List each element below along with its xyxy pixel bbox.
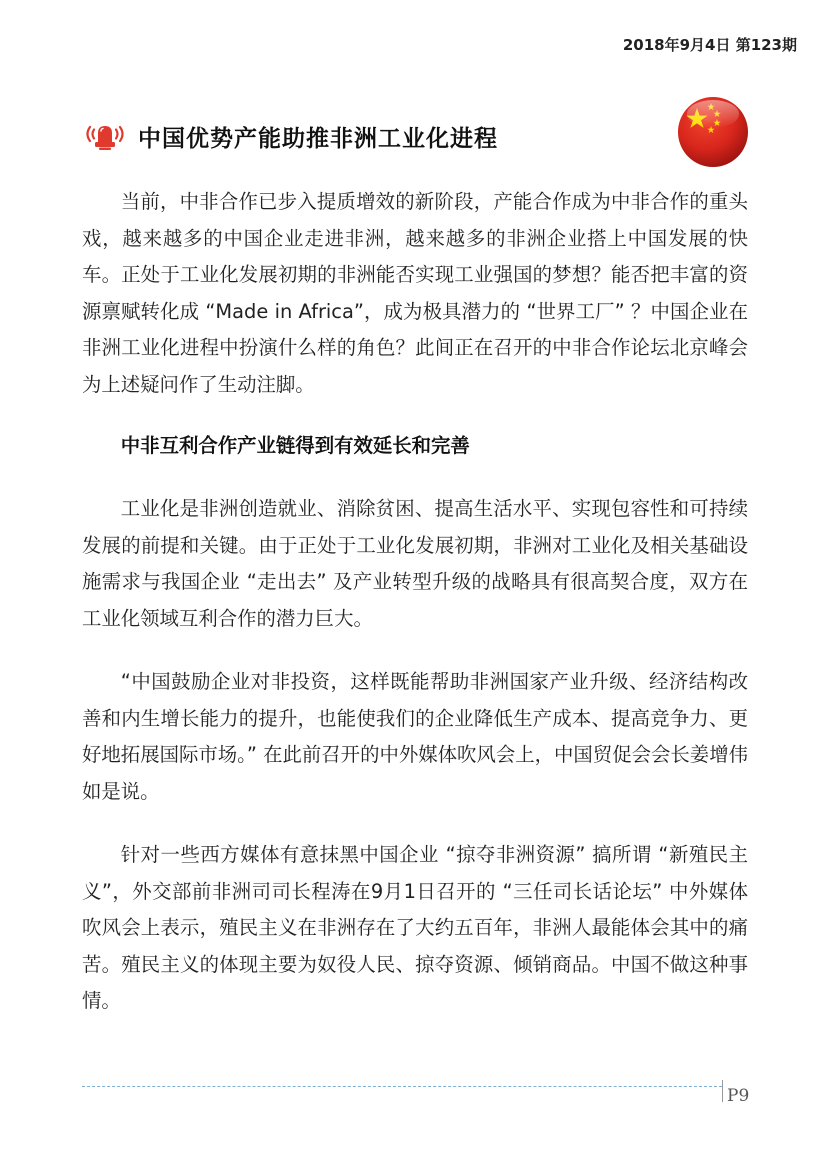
alarm-bell-icon: [82, 118, 128, 154]
section-paragraph: 工业化是非洲创造就业、消除贫困、提高生活水平、实现包容性和可持续发展的前提和关键。由于正处于工业化发展初期，非洲对工业化及相关基础设施需求与我国企业 “走出去” 及产业转型升级的战略具有很高契合度，双方在工业化领域互利合作的潜力巨大。: [82, 497, 748, 630]
page-number: P9: [727, 1086, 750, 1106]
china-flag-icon: [677, 96, 749, 168]
article-body: [82, 184, 748, 1020]
section-paragraph: 针对一些西方媒体有意抹黑中国企业 “掠夺非洲资源” 搞所谓 “新殖民主义”，外交部前非洲司司长程涛在9月1日召开的 “三任司长话论坛” 中外媒体吹风会上表示，殖民主义在非洲存在了大约五百年，非洲人最能体会其中的痛苦。殖民主义的体现主要为奴役人民、掠夺资源、倾销商品。中国不做这种事情。: [82, 843, 748, 1012]
footer-divider-tick: [722, 1080, 723, 1102]
quote-paragraph: “中国鼓励企业对非投资，这样既能帮助非洲国家产业升级、经济结构改善和内生增长能力的提升，也能使我们的企业降低生产成本、提高竞争力、更好地拓展国际市场。” 在此前召开的中外媒体吹风会上，中国贸促会会长姜增伟如是说。: [82, 670, 748, 803]
china-flag-badge: [677, 96, 749, 168]
section-heading: 中非互利合作产业链得到有效延长和完善: [120, 434, 470, 457]
footer-divider: [82, 1086, 722, 1087]
issue-date: 2018年9月4日 第123期: [622, 36, 797, 54]
article-title: 中国优势产能助推非洲工业化进程: [138, 125, 498, 152]
title-row: [82, 112, 498, 160]
intro-paragraph: 当前，中非合作已步入提质增效的新阶段，产能合作成为中非合作的重头戏，越来越多的中国企业走进非洲，越来越多的非洲企业搭上中国发展的快车。正处于工业化发展初期的非洲能否实现工业强国的梦想？能否把丰富的资源禀赋转化成 “Made in Africa”，成为极具潜力的 “世界工厂” ？中国企业在非洲工业化进程中扮演什么样的角色？此间正在召开的中非合作论坛北京峰会为上述疑问作了生动注脚。: [82, 190, 748, 396]
